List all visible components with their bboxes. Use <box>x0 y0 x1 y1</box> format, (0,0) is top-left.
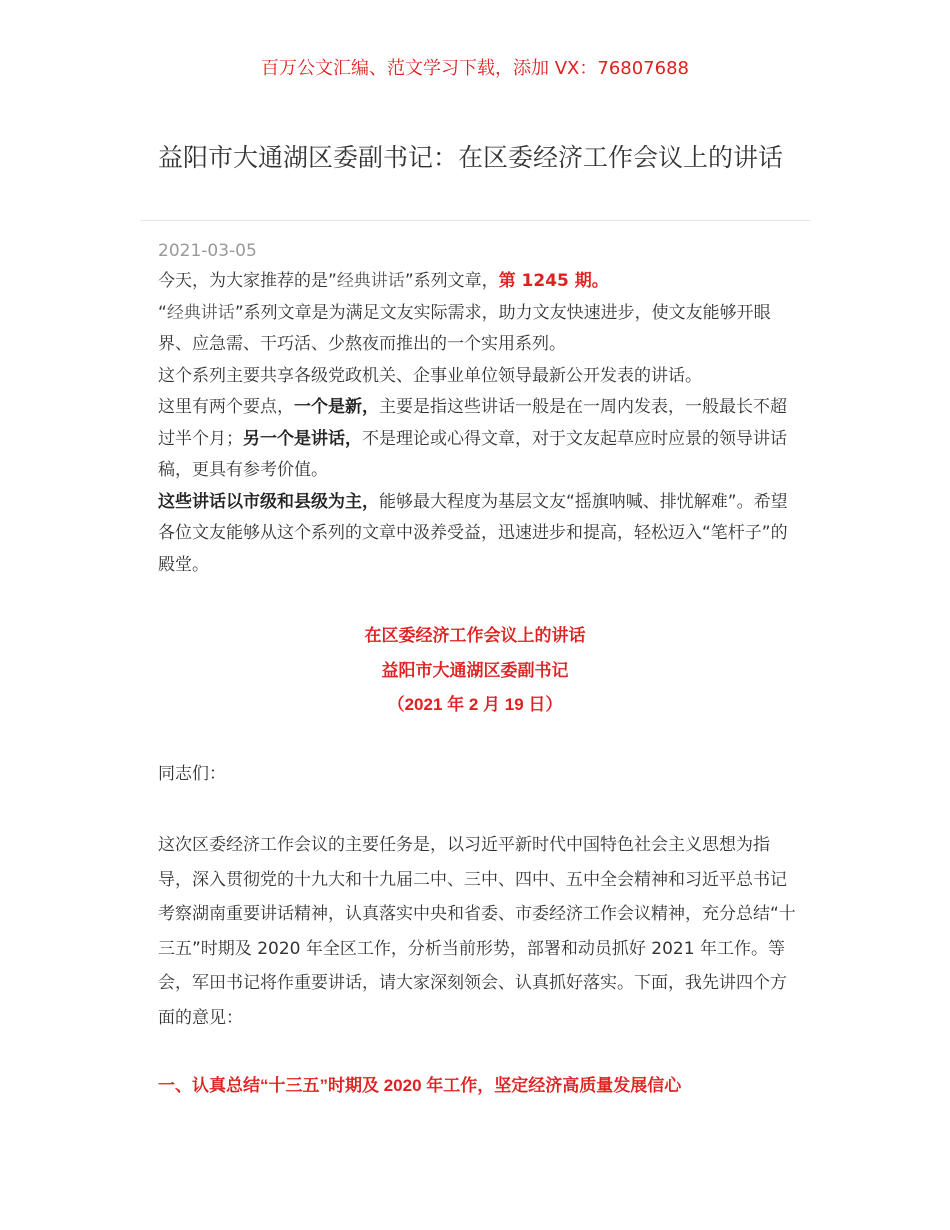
series-name: 经典讲话 <box>166 302 235 323</box>
publish-date: 2021-03-05 <box>158 241 257 261</box>
key-point-new: 一个是新， <box>294 397 379 417</box>
intro-paragraph <box>158 298 798 361</box>
intro-text: 今天，为大家推荐的是” <box>158 271 337 291</box>
issue-number: 第 1245 期。 <box>498 271 609 291</box>
promo-banner: 百万公文汇编、范文学习下载，添加 VX：76807688 <box>261 58 689 79</box>
intro-text: 能够最大程度为基层文友“摇旗呐喊、排忧解难”。希望各位文友能够从这个系列的文章中汲养受益，迅速进步和提高，轻松迈入“笔杆子”的殿堂。 <box>158 491 788 575</box>
intro-text: ”系列文章是为满足文友实际需求，助力文友快速进步，使文友能够开眼界、应急需、干巧活、少熬夜而推出的一个实用系列。 <box>158 302 771 354</box>
intro-paragraph <box>158 266 798 298</box>
intro-text: “ <box>158 302 167 323</box>
speech-header <box>0 622 950 726</box>
intro-paragraph <box>158 487 798 582</box>
series-intro <box>158 266 798 581</box>
speech-date: （2021 年 2 月 19 日） <box>387 695 563 714</box>
key-point-speech: 另一个是讲话， <box>243 428 362 449</box>
speech-heading: 在区委经济工作会议上的讲话 <box>364 626 586 645</box>
section-heading-1: 一、认真总结“十三五”时期及 2020 年工作，坚定经济高质量发展信心 <box>158 1076 682 1095</box>
intro-paragraph <box>158 392 798 487</box>
intro-text: ”系列文章， <box>404 271 499 291</box>
speech-greeting: 同志们： <box>158 764 226 784</box>
article-title: 益阳市大通湖区委副书记：在区委经济工作会议上的讲话 <box>158 143 784 172</box>
intro-text: 这里有两个要点， <box>158 397 294 417</box>
speech-paragraph: 这次区委经济工作会议的主要任务是，以习近平新时代中国特色社会主义思想为指导，深入贯彻党的十九大和十九届二中、三中、四中、五中全会精神和习近平总书记考察湖南重要讲话精神，认真落实中央和省委、市委经济工作会议精神，充分总结“十三五”时期及 2020 年全区工作，分析当前形势，部署和动员抓好 2021 年工作。等会，军田书记将作重要讲话，请大家深刻领会、认真抓好落实。下面，我先讲四个方面的意见： <box>158 835 796 1028</box>
title-divider <box>140 220 810 221</box>
intro-paragraph: 这个系列主要共享各级党政机关、企事业单位领导最新公开发表的讲话。 <box>158 365 702 386</box>
intro-text: 不是理论或心得文章，对于文友起草应时应景的领导讲话稿，更具有参考价值。 <box>158 428 787 480</box>
speech-speaker: 益阳市大通湖区委副书记 <box>381 660 569 680</box>
key-point-level: 这些讲话以市级和县级为主， <box>158 491 379 512</box>
series-name: 经典讲话 <box>336 271 405 291</box>
intro-text: 主要是指这些讲话一般是在一周内发表，一般最长不超过半个月； <box>158 397 787 449</box>
